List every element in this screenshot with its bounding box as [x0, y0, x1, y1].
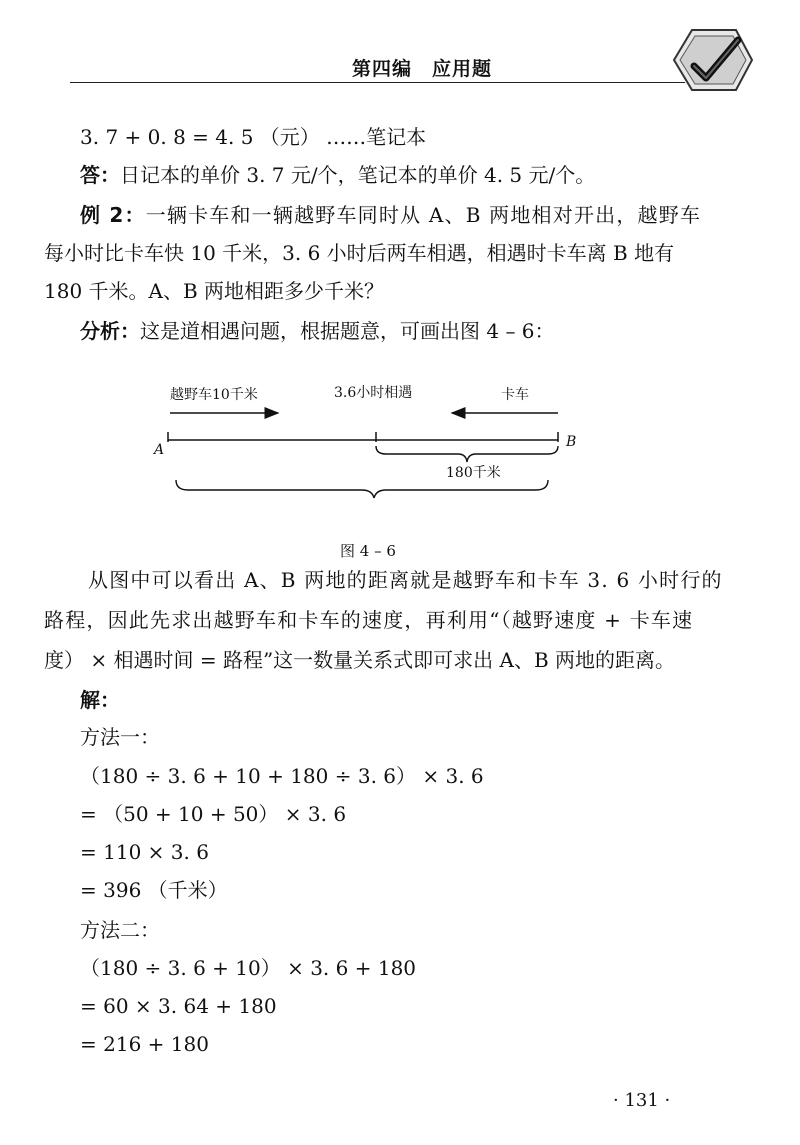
figure-4-6: [140, 370, 580, 510]
method-two-step-2: = 60 × 3. 64 + 180: [80, 994, 277, 1018]
page-number: · 131 ·: [613, 1090, 671, 1111]
method-two-step-1: （180 ÷ 3. 6 + 10） × 3. 6 + 180: [80, 956, 417, 980]
point-b-label: B: [566, 434, 577, 450]
answer-text: 日记本的单价 3. 7 元/个，笔记本的单价 4. 5 元/个。: [120, 163, 596, 187]
method-two-label: 方法二：: [80, 918, 160, 942]
example-text-1: 一辆卡车和一辆越野车同时从 A、B 两地相对开出，越野车: [145, 203, 702, 227]
header-rule: [70, 82, 685, 83]
chapter-header-title: 第四编 应用题: [352, 58, 493, 80]
example-line-2: 每小时比卡车快 10 千米，3. 6 小时后两车相遇，相遇时卡车离 B 地有: [44, 241, 675, 265]
distance-brace: [376, 446, 558, 462]
method-one-label: 方法一：: [80, 725, 160, 749]
explanation-line-3: 度） × 相遇时间 = 路程”这一数量关系式即可求出 A、B 两地的距离。: [44, 648, 676, 672]
method-one-step-1: （180 ÷ 3. 6 + 10 + 180 ÷ 3. 6） × 3. 6: [80, 764, 484, 788]
meeting-label: 3.6小时相遇: [334, 385, 413, 401]
method-one-result: = 396 （千米）: [80, 878, 228, 902]
example-label: 例 2：: [80, 203, 146, 227]
method-one-step-3: = 110 × 3. 6: [80, 840, 209, 864]
point-a-label: A: [154, 442, 165, 458]
truck-label: 卡车: [501, 387, 529, 403]
analysis-text: 这是道相遇问题，根据题意，可画出图 4 – 6：: [140, 319, 555, 343]
figure-caption: 图 4 – 6: [340, 542, 396, 560]
method-one-step-2: = （50 + 10 + 50） × 3. 6: [80, 802, 347, 826]
solution-label: 解：: [80, 688, 120, 712]
distance-label: 180千米: [446, 465, 501, 481]
analysis-label: 分析：: [80, 319, 140, 343]
analysis-line: [80, 319, 555, 343]
method-two-step-3: = 216 + 180: [80, 1032, 209, 1056]
example-line-3: 180 千米。A、B 两地相距多少千米？: [44, 279, 385, 303]
answer-line: [80, 163, 595, 187]
total-distance-brace: [176, 480, 548, 498]
example-line-1: [80, 203, 701, 227]
explanation-line-1: 从图中可以看出 A、B 两地的距离就是越野车和卡车 3. 6 小时行的: [88, 568, 723, 592]
explanation-line-2: 路程，因此先求出越野车和卡车的速度，再利用“（越野速度 + 卡车速: [44, 608, 694, 632]
chapter-emblem-icon: [664, 20, 754, 100]
answer-label: 答：: [80, 163, 120, 187]
suv-label: 越野车10千米: [170, 387, 258, 403]
calc-line: 3. 7 + 0. 8 = 4. 5 （元） ……笔记本: [80, 125, 427, 149]
